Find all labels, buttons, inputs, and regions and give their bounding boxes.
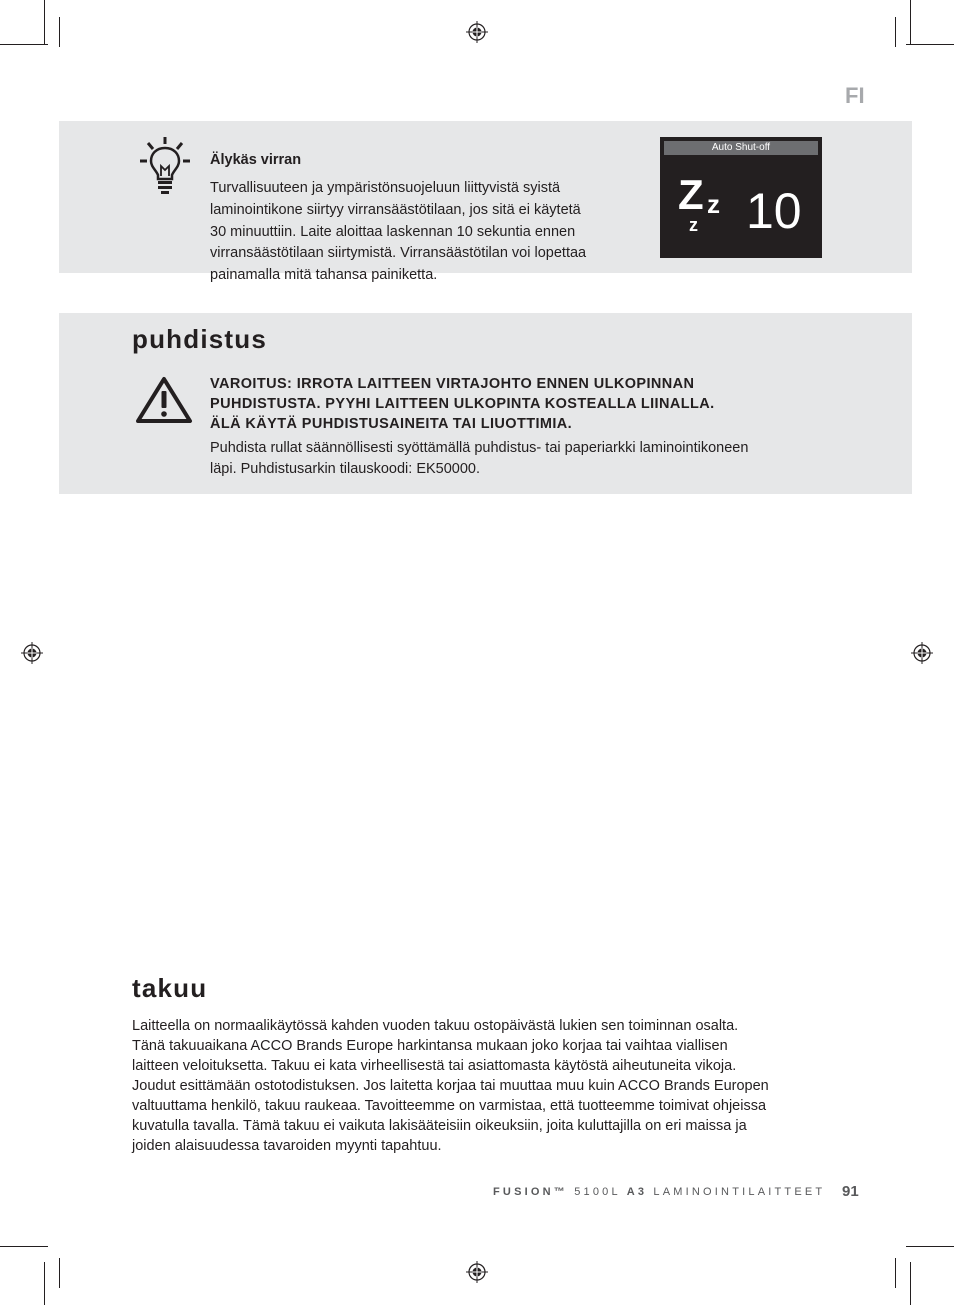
text-line: virransäästötilaan siirtymistä. Virransäästötilan voi lopettaa xyxy=(210,245,587,262)
crop-mark xyxy=(910,0,911,44)
crop-mark xyxy=(906,44,954,45)
crop-mark xyxy=(44,1262,45,1305)
registration-mark-icon xyxy=(466,21,488,43)
footer-product: LAMINOINTILAITTEET xyxy=(653,1186,826,1198)
text-line: Laitteella on normaalikäytössä kahden vuoden takuu ostopäivästä lukien sen toiminnan osalta. xyxy=(132,1018,739,1034)
crop-mark xyxy=(895,17,896,47)
cleaning-warning xyxy=(210,374,830,434)
text-line: Puhdista rullat säännöllisesti syöttämällä puhdistus- tai paperiarkki laminointikoneen xyxy=(210,440,749,456)
crop-mark xyxy=(0,44,48,45)
text-line: laitteen veloituksetta. Takuu ei kata virheellisestä tai asiattomasta käytöstä aiheutuneita vikoja. xyxy=(132,1058,737,1074)
cleaning-title: puhdistus xyxy=(132,324,268,354)
svg-text:z: z xyxy=(707,189,720,219)
page-footer xyxy=(493,1186,825,1198)
crop-mark xyxy=(59,17,60,47)
smart-power-heading: Älykäs virran xyxy=(210,152,302,168)
text-line: Tänä takuuaikana ACCO Brands Europe harkintansa mukaan joko korjaa tai vaihtaa viallisen xyxy=(132,1038,728,1054)
footer-model: 5100L xyxy=(574,1186,621,1198)
warranty-text xyxy=(132,1016,832,1156)
crop-mark xyxy=(44,0,45,44)
page-number: 91 xyxy=(842,1183,859,1200)
warning-line: PUHDISTUSTA. PYYHI LAITTEEN ULKOPINTA KOSTEALLA LIINALLA. xyxy=(210,396,715,412)
text-line: laminointikone siirtyy virransäästötilaan, jos sitä ei käytetä xyxy=(210,201,581,218)
auto-shutoff-display xyxy=(660,137,822,258)
warranty-title: takuu xyxy=(132,973,208,1003)
text-line: läpi. Puhdistusarkin tilauskoodi: EK50000. xyxy=(210,460,481,477)
text-line: Joudut esittämään ostotodistuksen. Jos laitetta korjaa tai muuttaa muu kuin ACCO Brands Europen xyxy=(132,1078,769,1094)
warning-line: ÄLÄ KÄYTÄ PUHDISTUSAINEITA TAI LIUOTTIMIA. xyxy=(210,416,573,432)
text-line: kuvatulla tavalla. Tämä takuu ei vaikuta lakisääteisiin oikeuksiin, joita kuluttajilla on eri maissa ja xyxy=(132,1118,747,1134)
crop-mark xyxy=(910,1262,911,1305)
registration-mark-icon xyxy=(911,642,933,664)
sleep-zz-icon xyxy=(678,175,734,235)
lightbulb-icon xyxy=(139,136,191,196)
crop-mark xyxy=(0,1246,48,1247)
text-line: painamalla mitä tahansa painiketta. xyxy=(210,267,438,284)
cleaning-text xyxy=(210,438,830,479)
crop-mark xyxy=(895,1258,896,1288)
footer-brand: FUSION™ xyxy=(493,1186,568,1198)
crop-mark xyxy=(59,1258,60,1288)
text-line: valtuuttama henkilö, takuu raukeaa. Tavoitteemme on varmistaa, että tuotteemme toimivat ohjeissa xyxy=(132,1098,767,1114)
text-line: 30 minuuttiin. Laite aloittaa laskennan 10 sekuntia ennen xyxy=(210,223,576,240)
language-tag: FI xyxy=(845,83,865,108)
warning-triangle-icon xyxy=(135,376,193,424)
footer-size: A3 xyxy=(626,1186,648,1198)
auto-shutoff-label: Auto Shut-off xyxy=(664,141,818,155)
crop-mark xyxy=(906,1246,954,1247)
svg-text:Z: Z xyxy=(678,175,704,218)
smart-power-text xyxy=(210,178,640,287)
registration-mark-icon xyxy=(21,642,43,664)
warning-line: VAROITUS: IRROTA LAITTEEN VIRTAJOHTO ENNEN ULKOPINNAN xyxy=(210,376,695,392)
registration-mark-icon xyxy=(466,1261,488,1283)
svg-text:z: z xyxy=(689,215,698,235)
text-line: Turvallisuuteen ja ympäristönsuojeluun liittyvistä syistä xyxy=(210,180,561,196)
countdown-value: 10 xyxy=(746,183,802,239)
text-line: joiden alaisuudessa tavaroiden myynti tapahtuu. xyxy=(132,1138,442,1154)
